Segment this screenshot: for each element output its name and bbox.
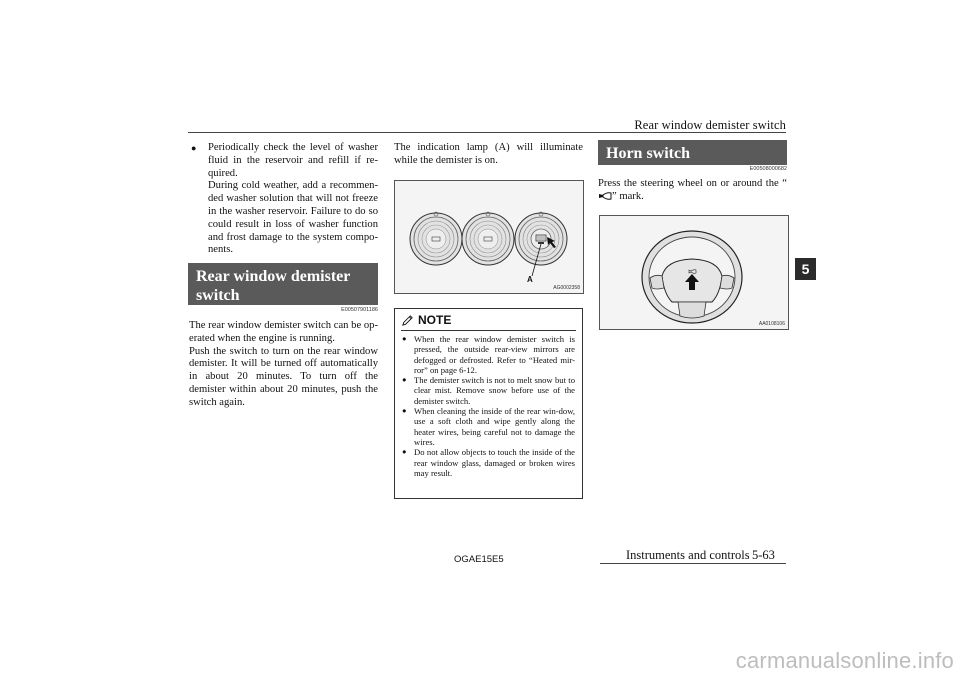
climate-knob-left (410, 212, 462, 265)
demister-section-code: E00507901186 (341, 307, 378, 313)
indication-lamp-text: The indication lamp (A) will illuminate while the demister is on. (394, 142, 583, 166)
horn-section-title: Horn switch (598, 140, 787, 165)
horn-mark-icon (598, 192, 612, 200)
climate-knob-right (515, 212, 567, 265)
demister-section-title: Rear window demister switch (188, 263, 378, 305)
running-title: Rear window demister switch (634, 118, 786, 132)
footer-page-number: 5-63 (752, 548, 775, 562)
demister-switch-illustration (395, 181, 583, 293)
note-list (395, 334, 582, 482)
steering-wheel-illustration (600, 216, 788, 329)
note-item: ● The demister switch is not to melt snow but to clear mist. Remove snow before use of the demister switch. (402, 375, 575, 406)
demister-figure-code: AG0002358 (553, 285, 580, 291)
washer-bullet-text-1: ● Periodically check the level of washer fluid in the reservoir and refill if re-quired. (208, 142, 378, 179)
header-rule (188, 132, 786, 133)
note-item: ● Do not allow objects to touch the inside of the rear window glass, damaged or broken wires may result. (402, 447, 575, 478)
climate-knob-middle (462, 212, 514, 265)
demister-paragraph-1: The rear window demister switch can be op-erated when the engine is running. (189, 320, 378, 344)
note-header (401, 313, 582, 327)
note-box (394, 308, 583, 499)
left-column (189, 142, 378, 257)
note-title: NOTE (418, 313, 452, 327)
steering-wheel-figure (599, 215, 789, 330)
demister-paragraph-2: Push the switch to turn on the rear window demister. It will be turned off automatically in about 20 minutes. To turn off the demister within about 20 minutes, push the switch again. (189, 345, 378, 408)
washer-bullet (189, 142, 378, 257)
footer-rule (600, 563, 786, 564)
note-item: ● When cleaning the inside of the rear win-dow, use a soft cloth and wipe gently along the heater wires, being careful not to damage the wires. (402, 406, 575, 447)
horn-text-after: ” mark. (612, 190, 644, 202)
note-rule (401, 330, 576, 331)
washer-bullet-text-2: During cold weather, add a recommen-ded washer solution that will not freeze in the washer reservoir. Failure to do so could result in loss of washer function and frost damage to the system compo-nents. (208, 180, 378, 256)
indication-lamp-label: A (527, 275, 533, 284)
steering-figure-code: AA0108106 (758, 321, 785, 327)
footer-doc-code: OGAE15E5 (454, 554, 504, 565)
demister-body (189, 320, 378, 410)
note-item: ● When the rear window demister switch is pressed, the outside rear-view mirrors are defogged or defrosted. Refer to “Heated mir-ror” on page 6-12. (402, 334, 575, 375)
horn-instruction (598, 178, 787, 204)
horn-text-before: Press the steering wheel on or around the “ (598, 178, 787, 189)
footer-section-name: Instruments and controls (626, 548, 750, 562)
watermark[interactable]: carmanualsonline.info (735, 648, 954, 673)
horn-section-code: E00508000682 (749, 166, 787, 172)
note-pencil-icon (401, 314, 414, 327)
demister-switch-figure (394, 180, 584, 294)
chapter-tab: 5 (795, 258, 816, 280)
